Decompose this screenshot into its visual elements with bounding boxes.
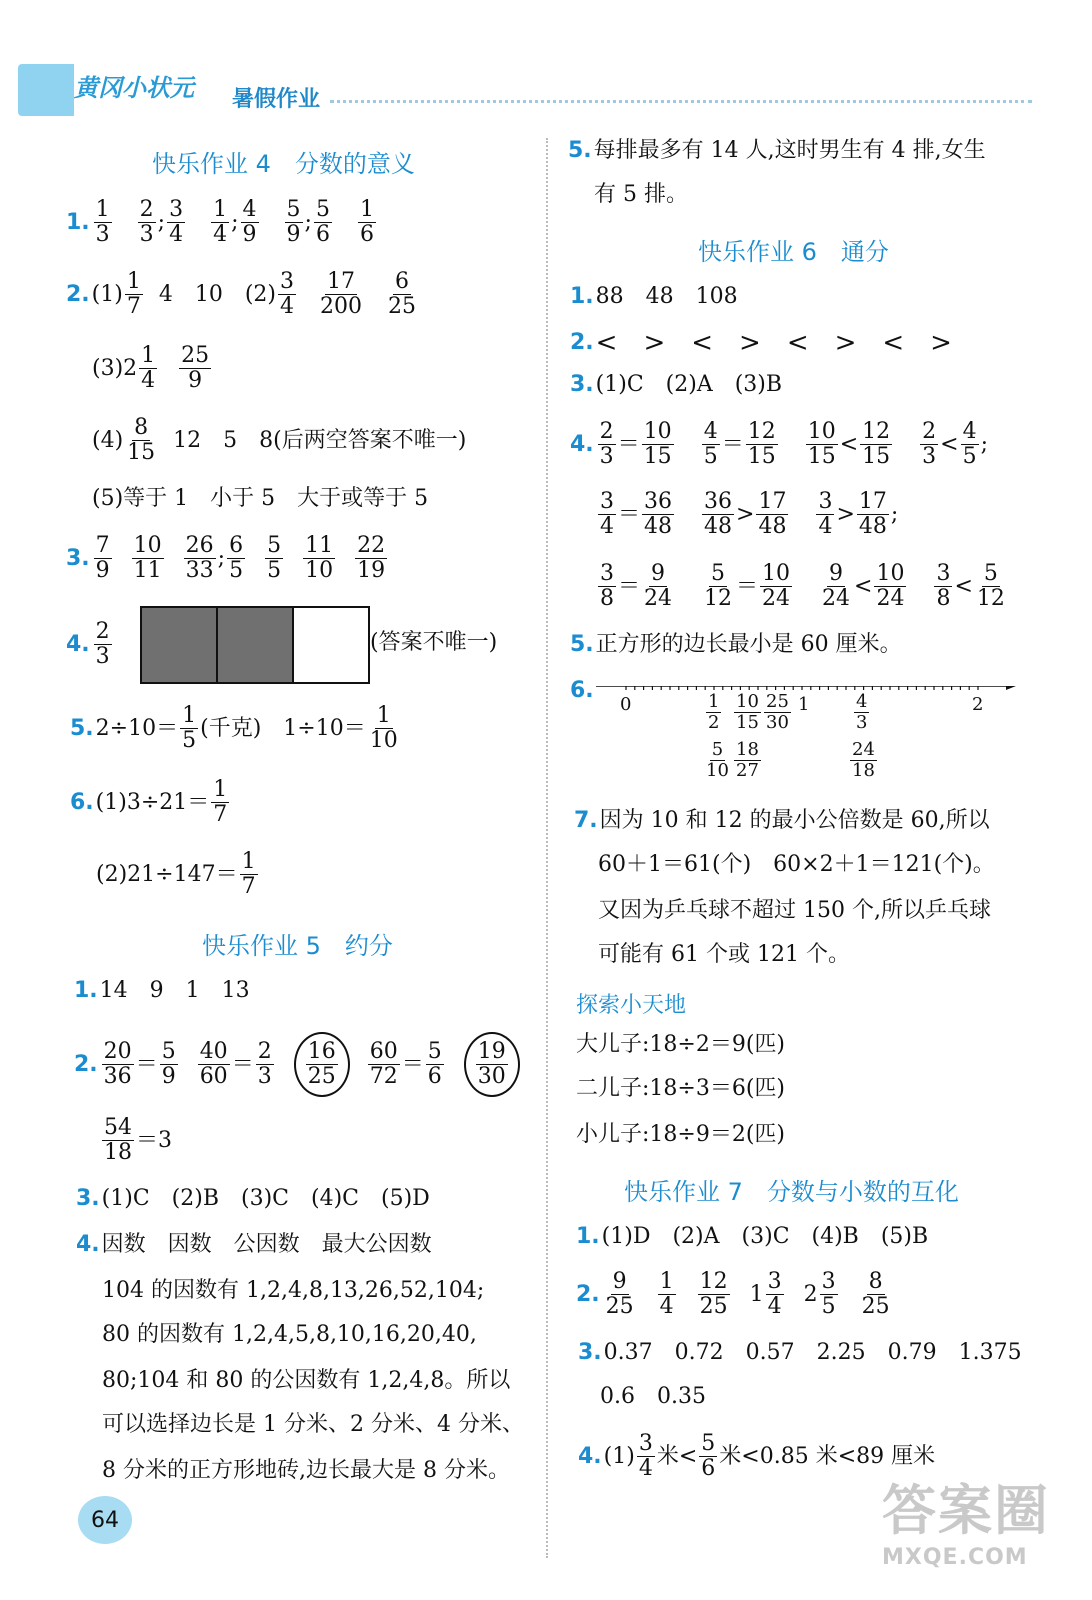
answer-5-4-line: 80 的因数有 1,2,4,5,8,10,16,20,40, xyxy=(102,1322,477,1347)
tick-label-0: 0 xyxy=(620,694,632,715)
answer-6-5: 5. 正方形的边长最小是 60 厘米。 xyxy=(570,632,902,657)
tick-label-2: 2 xyxy=(972,694,984,715)
answer-4-1: 1. 1 3 2 3 ; 3 4 1 4 ; 4 9 5 9 ; 5 6 1 6 xyxy=(66,197,374,248)
answer-6-4-row1: 4. 2 3 ＝ 10 15 4 5 ＝ 12 15 10 15 < 12 15 2 3 < 4 5 ; xyxy=(570,419,988,470)
answer-6-2: 2. < > < > < > < > xyxy=(570,328,952,358)
answer-6-7-line: 60＋1＝61(个) 60×2＋1＝121(个)。 xyxy=(598,852,995,877)
answer-7-3-line2: 0.6 0.35 xyxy=(600,1384,706,1409)
answer-6-7-line: 又因为乒乓球不超过 150 个,所以乒乓球 xyxy=(598,898,991,923)
answer-4-4: 4. 2 3 xyxy=(66,619,110,670)
answer-4-2-3: (3)2 1 4 25 9 xyxy=(92,343,210,394)
explore-line: 大儿子:18÷2＝9(匹) xyxy=(576,1032,786,1057)
fraction: 1 3 xyxy=(95,197,110,248)
answer-5-4-line: 可以选择边长是 1 分米、2 分米、4 分米、 xyxy=(102,1412,524,1437)
nl-label: 1 2 xyxy=(708,691,720,733)
answer-4-2-5: (5)等于 1 小于 5 大于或等于 5 xyxy=(92,486,429,511)
nl-label: 25 30 xyxy=(766,691,789,733)
answer-5-5-line2: 有 5 排。 xyxy=(594,182,688,207)
section-title-5: 快乐作业 5 约分 xyxy=(202,932,393,960)
nl-label: 10 15 xyxy=(736,691,759,733)
answer-5-4-line: 8 分米的正方形地砖,边长最大是 8 分米。 xyxy=(102,1458,510,1483)
brand-logo: 黄冈小状元 xyxy=(74,74,194,102)
header-dotted-rule xyxy=(330,100,1032,103)
unshaded-part xyxy=(294,608,368,682)
answer-5-5: 5. 每排最多有 14 人,这时男生有 4 排,女生 xyxy=(568,138,986,163)
answer-7-4: 4. (1) 3 4 米< 5 6 米<0.85 米<89 厘米 xyxy=(578,1431,936,1482)
number-line xyxy=(596,686,1016,786)
nl-label: 18 27 xyxy=(736,739,759,781)
explore-heading: 探索小天地 xyxy=(576,993,687,1018)
fraction-diagram xyxy=(140,606,370,684)
header-bar xyxy=(18,64,74,116)
page-number: 64 xyxy=(78,1496,132,1544)
header-subtitle: 暑假作业 xyxy=(232,87,321,112)
answer-5-3: 3. (1)C (2)B (3)C (4)C (5)D xyxy=(76,1186,430,1211)
shaded-part xyxy=(142,608,218,682)
nl-label: 5 10 xyxy=(706,739,729,781)
answer-4-6: 6. (1)3÷21＝ 1 7 xyxy=(70,777,228,828)
answer-5-4: 4. 因数 因数 公因数 最大公因数 xyxy=(76,1232,432,1257)
nl-label: 24 18 xyxy=(852,739,875,781)
section-title-6: 快乐作业 6 通分 xyxy=(698,238,889,266)
answer-5-4-line: 80;104 和 80 的公因数有 1,2,4,8。所以 xyxy=(102,1368,511,1393)
circled-answer: 19 30 xyxy=(464,1032,520,1097)
section-title-4: 快乐作业 4 分数的意义 xyxy=(152,150,415,178)
answer-6-4-row2: 3 4 ＝ 36 48 36 48 > 17 48 3 4 > 17 48 ; xyxy=(600,489,899,540)
explore-line: 二儿子:18÷3＝6(匹) xyxy=(576,1076,786,1101)
answer-4-3: 3. 7 9 10 11 26 33 ; 6 5 5 5 11 10 22 19 xyxy=(66,533,386,584)
section-title-7: 快乐作业 7 分数与小数的互化 xyxy=(624,1178,959,1206)
tick-label-1: 1 xyxy=(798,694,810,715)
answer-5-1: 1. 14 9 1 13 xyxy=(74,978,250,1003)
answer-7-3: 3. 0.37 0.72 0.57 2.25 0.79 1.375 xyxy=(578,1340,1022,1365)
answer-4-6-2: (2)21÷147＝ 1 7 xyxy=(96,849,256,900)
nl-label: 4 3 xyxy=(856,691,868,733)
explore-line: 小儿子:18÷9＝2(匹) xyxy=(576,1122,786,1147)
shaded-part xyxy=(218,608,294,682)
circled-answer: 16 25 xyxy=(294,1032,350,1097)
answer-5-2: 2. 20 36 ＝ 5 9 40 60 ＝ 2 3 16 25 60 72 ＝ 5 6 19 30 xyxy=(74,1032,524,1097)
answer-4-4-note: (答案不唯一) xyxy=(370,630,498,655)
answer-5-2b: 54 18 ＝3 xyxy=(104,1115,172,1166)
answer-4-2: 2. (1) 1 7 4 10 (2) 3 4 17 200 6 25 xyxy=(66,269,416,320)
answer-4-2-4: (4) 8 15 12 5 8(后两空答案不唯一) xyxy=(92,415,467,466)
answer-6-1: 1. 88 48 108 xyxy=(570,284,738,309)
answer-6-3: 3. (1)C (2)A (3)B xyxy=(570,372,783,397)
answer-6-7-line: 可能有 61 个或 121 个。 xyxy=(598,942,850,967)
answer-4-5: 5. 2÷10＝ 1 5 (千克) 1÷10＝ 1 10 xyxy=(70,703,398,754)
answer-6-7: 7. 因为 10 和 12 的最小公倍数是 60,所以 xyxy=(574,808,990,833)
answer-6-6-label: 6. xyxy=(570,678,594,703)
answer-7-1: 1. (1)D (2)A (3)C (4)B (5)B xyxy=(576,1224,929,1249)
answer-5-4-line: 104 的因数有 1,2,4,8,13,26,52,104; xyxy=(102,1278,485,1303)
answer-6-4-row3: 3 8 ＝ 9 24 5 12 ＝ 10 24 9 24 < 10 24 3 8 < 5 12 xyxy=(600,561,1005,612)
watermark: 答案圈 MXQE.COM xyxy=(882,1479,1050,1570)
answer-7-2: 2. 9 25 1 4 12 25 1 3 4 2 3 5 8 25 xyxy=(576,1269,890,1320)
column-divider xyxy=(546,138,548,1558)
